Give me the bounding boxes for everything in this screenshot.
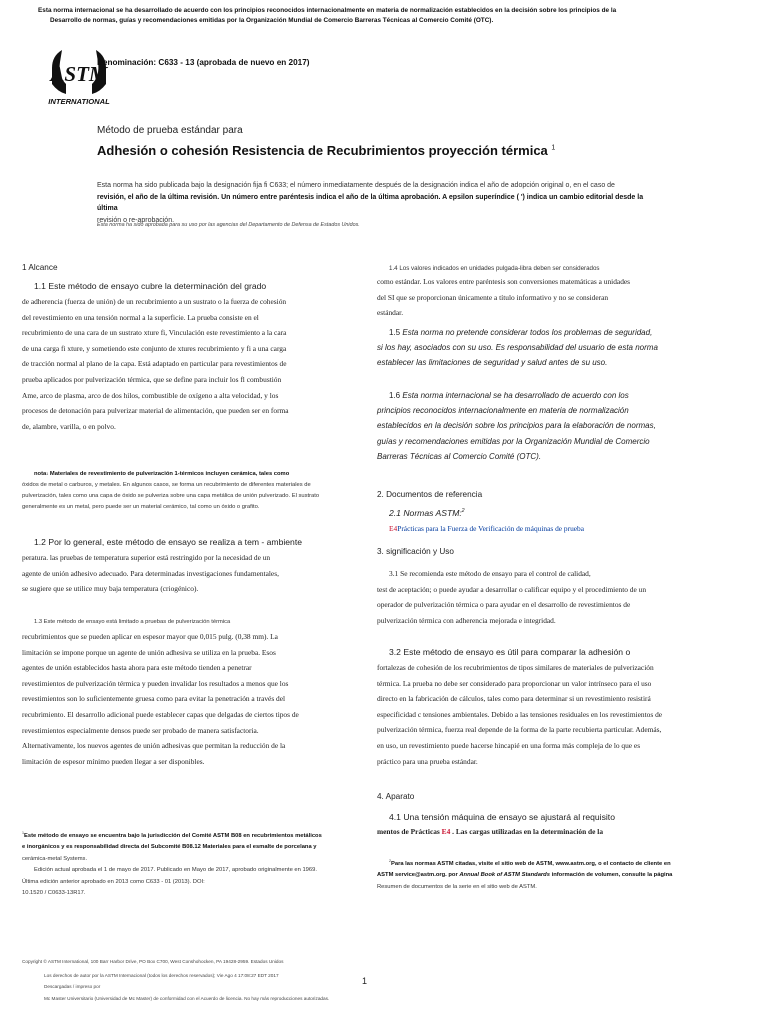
para-1-4: como estándar. Los valores entre paréntesis son conversiones matemáticas a unidades del SI que se proporcionan únicamente a título informativo y no se consideran estándar.: [377, 277, 631, 318]
link-b08[interactable]: B08: [230, 832, 242, 839]
footer-copyright: Copyright © ASTM International, 100 Barr Harbor Drive, PO Box C700, West Conshohocken, PA 19428-2959. Estados Unidos: [22, 959, 284, 964]
link-b08-12[interactable]: B08.12: [182, 844, 201, 851]
footnote-2: $^2$Para las normas ASTM citadas, visite el sitio web de ASTM, www.astm.org, o el contacto de cliente en ASTM service@astm.org. por Annual Book of ASTM Standards información de volumen, consulte la página Resumen de documentos de la serie en el sitio web de ASTM.: [377, 859, 673, 890]
designation: Denominación: C633 - 13 (aprobada de nuevo en 2017): [97, 58, 310, 67]
standard-type: Método de prueba estándar para: [97, 125, 243, 136]
note-1: nota1 Materiales de revestimiento de pulverización 1-térmicos incluyen cerámica, tales como óxidos de metal o carburos, y metales. En algunos casos, se forma un recubrimiento de diferentes materiales de pulverización, tales como una capa de óxido se pulveriza sobre una capa metálica de unión pulverizado. El sustrato generalmente es un metal, pero puede ser un material cerámico, tal como un óxido o grafito.: [22, 471, 320, 510]
section-4-heading: 4. Aparato: [377, 792, 415, 801]
intro-paragraph: Esta norma ha sido publicada bajo la designación fija fi C633; el número inmediatamente después de la designación indica el año de adopción original o, en el caso de revisión, el año de la última revisión. Un número entre paréntesis indica el año de la última aprobación. A epsilon superíndice ( ') indica un cambio editorial desde la última revisión o re-aprobación.: [97, 182, 644, 224]
para-3-1: 3.1 Se recomienda este método de ensayo para el control de calidad, test de aceptación; o puede ayudar a desarrollar o calificar equipo y el procedimiento de un operador de pulverización térmica o para ayudar en el desarrollo de revestimientos de pulverización térmica con adherencia mejorada e integridad.: [377, 569, 647, 625]
document-title: Adhesión o cohesión Resistencia de Recubrimientos proyección térmica $^1$: [97, 143, 556, 158]
link-e4-title: Prácticas para la Fuerza de Verificación de máquinas de prueba: [397, 524, 585, 533]
top-notice: [38, 6, 738, 25]
notice-line-1: Esta norma internacional se ha desarrollado de acuerdo con los principios reconocidos internacionalmente en materia de normalización establecidos en la decisión sobre los principios de la: [38, 7, 617, 14]
para-1-6: 1.6 Esta norma internacional se ha desarrollado de acuerdo con los principios reconocidos internacionalmente en materia de normalización establecidos en la decisión sobre los principios para la elaboración de normas, guías y recomendaciones emitidas por la Organización Mundial de Comercio Barreras Técnicas al Comercio Comité (OTC).: [377, 391, 656, 461]
para-1-1: de adherencia (fuerza de unión) de un recubrimiento a un sustrato o la fuerza de cohesión del revestimiento en una tensión normal a la superficie. La prueba consiste en el recubrimiento de una cara de un sustrato xture fi, Vinculación este revestimiento a la cara de una carga fi xture, y sometiendo este conjunto de xtures recubrimiento y fi a una carga de tracción normal al plano de la capa. Está adaptado en particular para revestimientos de prueba aplicados por pulverización térmica, que se define para incluir los fl combustión Ame, arco de plasma, arco de dos hilos, combustible de oxígeno a alta velocidad, y los procesos de detonación para pulverizar material de alimentación, que pueden ser en forma de, alambre, varilla, o en polvo.: [22, 297, 289, 431]
para-3-2: 3.2 Este método de ensayo es útil para comparar la adhesión o fortalezas de cohesión de los recubrimientos de tipos similares de materiales de pulverización térmica. La prueba no debe ser considerado para proporcionar un valor intrínseco para el uso directo en la fabricación de cálculos, tales como para determinar si un revestimiento resistirá especificidad c tensiones ambientales. Debido a las tensiones residuales en los revestimientos de pulverización térmica, fuerza real depende de la forma de la parte recubierta particular. Además, en uso, un revestimiento puede hacerse hincapié en una forma más compleja de lo que es práctico para una prueba estándar.: [377, 647, 663, 766]
section-2-heading: 2. Documentos de referencia: [377, 490, 483, 499]
para-1-3: 1.3 Este método de ensayo está limitado a pruebas de pulverización térmica recubrimientos que se pueden aplicar en espesor mayor que 0,015 pulg. (0,38 mm). La limitación se impone porque un agente de unión adhesiva se utiliza en la prueba. Esos agentes de unión establecidos hasta ahora para este método tienden a penetrar revestimientos de pulverización térmica y pueden invalidar los resultados a menos que los revestimientos son lo suficientemente gruesa como para evitar la penetración a través del recubrimiento. El desarrollo adicional puede establecer capas que delgadas de ciertos tipos de revestimientos especialmente densos puede ser probado de manera satisfactoria. Alternativamente, los nuevos agentes de unión adhesivas que permitan la reducción de la limitación de espesor mínimo pueden llegar a ser disponibles.: [22, 619, 299, 766]
footer-block: Los derechos de autor por la ASTM Internacional (todos los derechos reservados); Vie Ago 4 17:08:27 EDT 2017 Descargadas / impreso por Mc Master Universitario (Universidad de Mc Master) de conformidad con el Acuerdo de licencia. No hay más reproducciones autorizadas.: [44, 973, 330, 1001]
section-3-heading: 3. significación y Uso: [377, 547, 454, 556]
para-4-1: 4.1 Una tensión máquina de ensayo se ajustará al requisito mentos de Prácticas E4 . Las cargas utilizadas en la determinación de la: [377, 812, 615, 836]
astm-logo: [44, 46, 114, 108]
logo-letters: ASTM: [50, 62, 108, 86]
para-2-1: 2.1 Normas ASTM:$^2$: [389, 508, 465, 518]
notice-line-2: Desarrollo de normas, guías y recomendaciones emitidas por la Organización Mundial de Comercio Barreras Técnicas al Comercio Comité (OTC).: [50, 16, 494, 24]
section-1-heading: 1 Alcance: [22, 263, 58, 272]
link-e4: E4: [389, 524, 398, 533]
page-number: 1: [362, 976, 368, 986]
footnote-1: $^1$Este método de ensayo se encuentra bajo la jurisdicción del Comité ASTM B08 en recubrimientos metálicos e inorgánicos y es responsabilidad directa del Subcomité B08.12 Materiales para el esmalte de porcelana y cerámica-metal Systems. Edición actual aprobada el 1 de mayo de 2017. Publicado en Mayo de 2017, aprobado originalmente en 1969. Última edición anterior aprobado en 2013 como C633 - 01 (2013). DOI: 10.1520 / C0633-13R17.: [22, 831, 322, 896]
para-1-2: 1.2 Por lo general, este método de ensayo se realiza a tem - ambiente peratura. las pruebas de temperatura superior está restringido por la necesidad de un agente de unión adhesivo adecuado. Para determinadas investigaciones fundamentales, se sugiere que se utilice muy baja temperatura (criogénico).: [22, 537, 302, 594]
title-footnote-ref: 1: [551, 144, 556, 152]
para-1-4-head: 1.4 Los valores indicados en unidades pulgada-libra deben ser considerados: [389, 265, 600, 272]
dod-approval-note: Esta norma ha sido aprobada para su uso por las agencias del Departamento de Defensa de Estados Unidos.: [97, 222, 360, 228]
link-e4-inline[interactable]: E4: [441, 827, 451, 836]
reference-e4[interactable]: [377, 521, 727, 537]
para-1-5: 1.5 Esta norma no pretende considerar todos los problemas de seguridad, si los hay, asociados con su uso. Es responsabilidad del usuario de esta norma establecer las limitaciones de seguridad y salud antes de su uso.: [377, 328, 658, 368]
para-1-1-head: 1.1 Este método de ensayo cubre la determinación del grado: [34, 281, 267, 291]
logo-word: INTERNATIONAL: [48, 97, 110, 106]
